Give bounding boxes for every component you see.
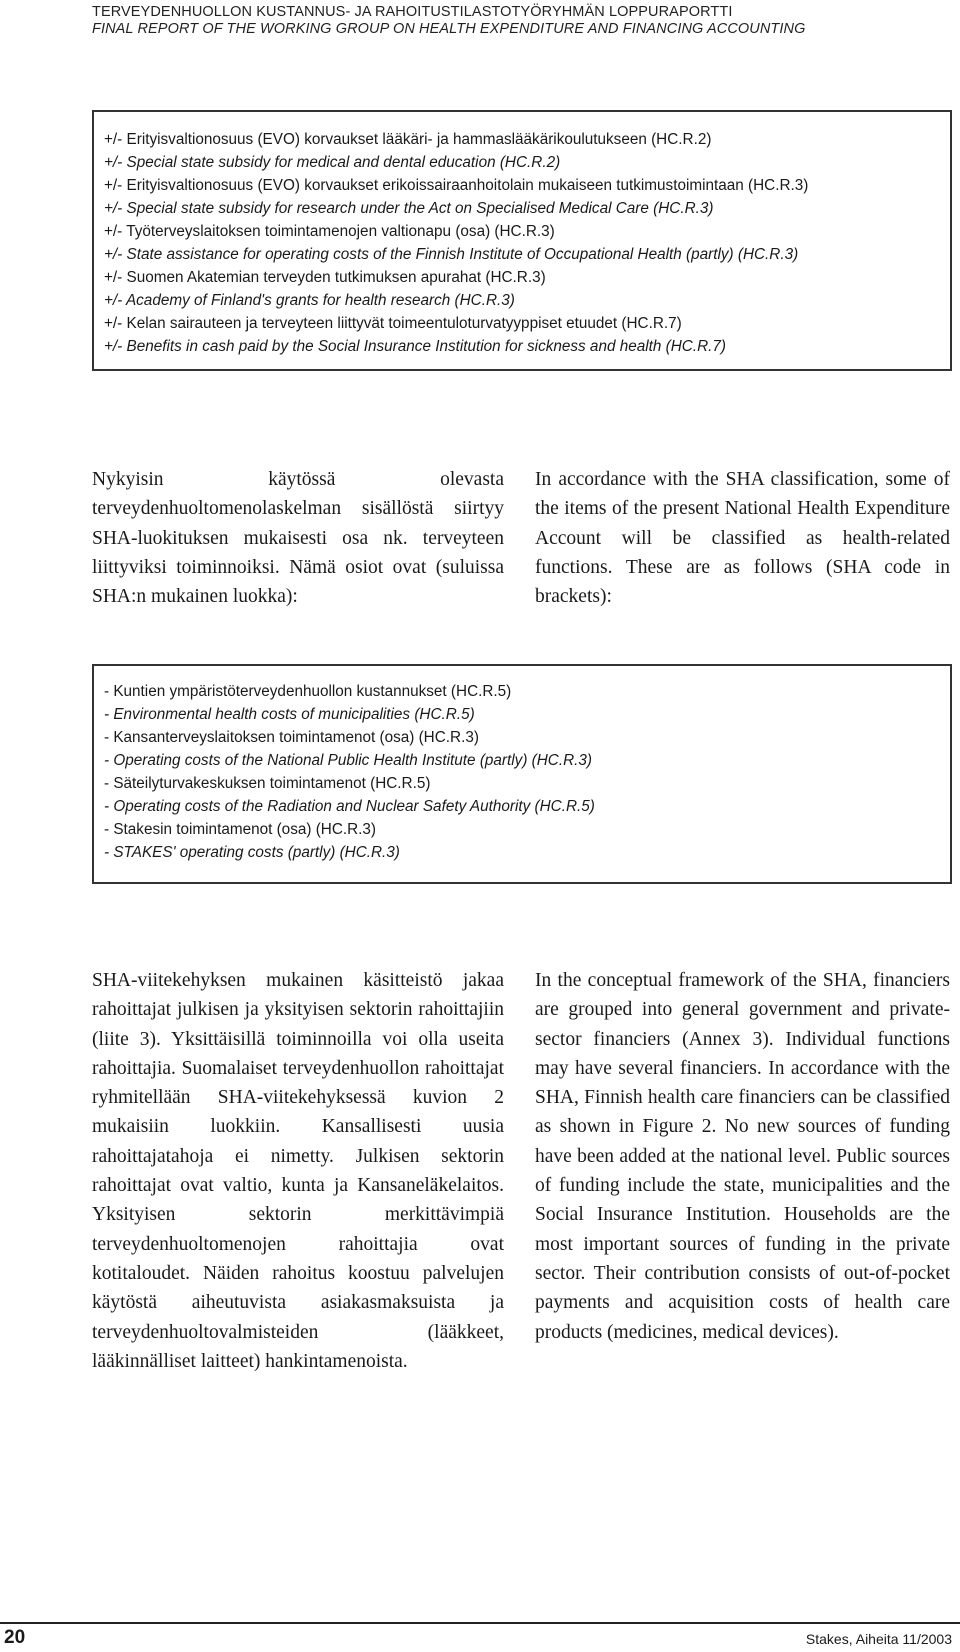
adjustment-line: +/- Academy of Finland's grants for health research (HC.R.3) — [104, 292, 515, 309]
health-related-functions-box — [92, 664, 952, 884]
adjustment-line: +/- Erityisvaltionosuus (EVO) korvaukset erikoissairaanhoitolain mukaiseen tutkimustoimintaan (HC.R.3) — [104, 177, 809, 194]
adjustment-line: +/- Työterveyslaitoksen toimintamenojen valtionapu (osa) (HC.R.3) — [104, 223, 555, 240]
paragraph-1-fi: Nykyisin käytössä olevasta terveydenhuoltomenolaskelman sisällöstä siirtyy SHA-luokituksen mukaisesti osa nk. terveyteen liittyviksi toiminnoiksi. Nämä osiot ovat (suluissa SHA:n mukainen luokka): — [92, 469, 504, 608]
function-line: - Säteilyturvakeskuksen toimintamenot (HC.R.5) — [104, 775, 431, 792]
page-number: 20 — [4, 1627, 26, 1648]
adjustment-line: +/- Special state subsidy for research under the Act on Specialised Medical Care (HC.R.3) — [104, 200, 714, 217]
adjustment-line: +/- Kelan sairauteen ja terveyteen liittyvät toimeentuloturvatyyppiset etuudet (HC.R.7) — [104, 315, 682, 332]
header-title-fi: TERVEYDENHUOLLON KUSTANNUS- JA RAHOITUSTILASTOTYÖRYHMÄN LOPPURAPORTTI — [92, 4, 733, 20]
footer-rule — [0, 1622, 960, 1624]
paragraph-2-fi: SHA-viitekehyksen mukainen käsitteistö jakaa rahoittajat julkisen ja yksityisen sektorin rahoittajiin (liite 3). Yksittäisillä toiminnoilla voi olla useita rahoittajia. Suomalaiset terveydenhuollon rahoittajat ryhmitellään SHA-viitekehyksessä kuvion 2 mukaisiin luokkiin. Kansallisesti uusia rahoittajatahoja ei nimetty. Julkisen sektorin rahoittajat ovat valtio, kunta ja Kansaneläkelaitos. Yksityisen sektorin merkittävimpiä terveydenhuoltomenojen rahoittajia ovat kotitaloudet. Näiden rahoitus koostuu palvelujen käytöstä aiheutuvista asiakasmaksuista ja terveydenhuoltovalmisteiden (lääkkeet, lääkinnälliset laitteet) hankintamenoista. — [92, 970, 504, 1372]
header-title-en: FINAL REPORT OF THE WORKING GROUP ON HEALTH EXPENDITURE AND FINANCING ACCOUNTING — [92, 21, 806, 37]
function-line: - Operating costs of the National Public Health Institute (partly) (HC.R.3) — [104, 752, 592, 769]
publication-info: Stakes, Aiheita 11/2003 — [805, 1631, 952, 1647]
paragraph-1-en: In accordance with the SHA classification, some of the items of the present National Health Expenditure Account will be classified as health-related functions. These are as follows (SHA code in brackets): — [535, 469, 950, 608]
function-line: - Environmental health costs of municipalities (HC.R.5) — [104, 706, 475, 723]
adjustment-line: +/- State assistance for operating costs of the Finnish Institute of Occupational Health (partly) (HC.R.3) — [104, 246, 799, 263]
adjustment-line: +/- Erityisvaltionosuus (EVO) korvaukset lääkäri- ja hammaslääkärikoulutukseen (HC.R.2) — [104, 131, 712, 148]
adjustment-line: +/- Special state subsidy for medical and dental education (HC.R.2) — [104, 154, 561, 171]
function-line: - Kuntien ympäristöterveydenhuollon kustannukset (HC.R.5) — [104, 683, 512, 700]
function-line: - Stakesin toimintamenot (osa) (HC.R.3) — [104, 821, 377, 838]
adjustment-line: +/- Suomen Akatemian terveyden tutkimuksen apurahat (HC.R.3) — [104, 269, 546, 286]
running-header — [92, 4, 952, 38]
function-line: - Operating costs of the Radiation and Nuclear Safety Authority (HC.R.5) — [104, 798, 595, 815]
paragraph-2-en: In the conceptual framework of the SHA, financiers are grouped into general government and private-sector financiers (Annex 3). Individual functions may have several financiers. In accordance with the SHA, Finnish health care financiers can be classified as shown in Figure 2. No new sources of funding have been added at the national level. Public sources of funding include the state, municipalities and the Social Insurance Institution. Households are the most important sources of funding in the private sector. Their contribution consists of out-of-pocket payments and acquisition costs of health care products (medicines, medical devices). — [535, 970, 950, 1343]
function-line: - Kansanterveyslaitoksen toimintamenot (osa) (HC.R.3) — [104, 729, 479, 746]
function-line: - STAKES' operating costs (partly) (HC.R.3) — [104, 844, 400, 861]
adjustment-line: +/- Benefits in cash paid by the Social Insurance Institution for sickness and health (HC.R.7) — [104, 338, 726, 355]
adjustments-box — [92, 110, 952, 371]
